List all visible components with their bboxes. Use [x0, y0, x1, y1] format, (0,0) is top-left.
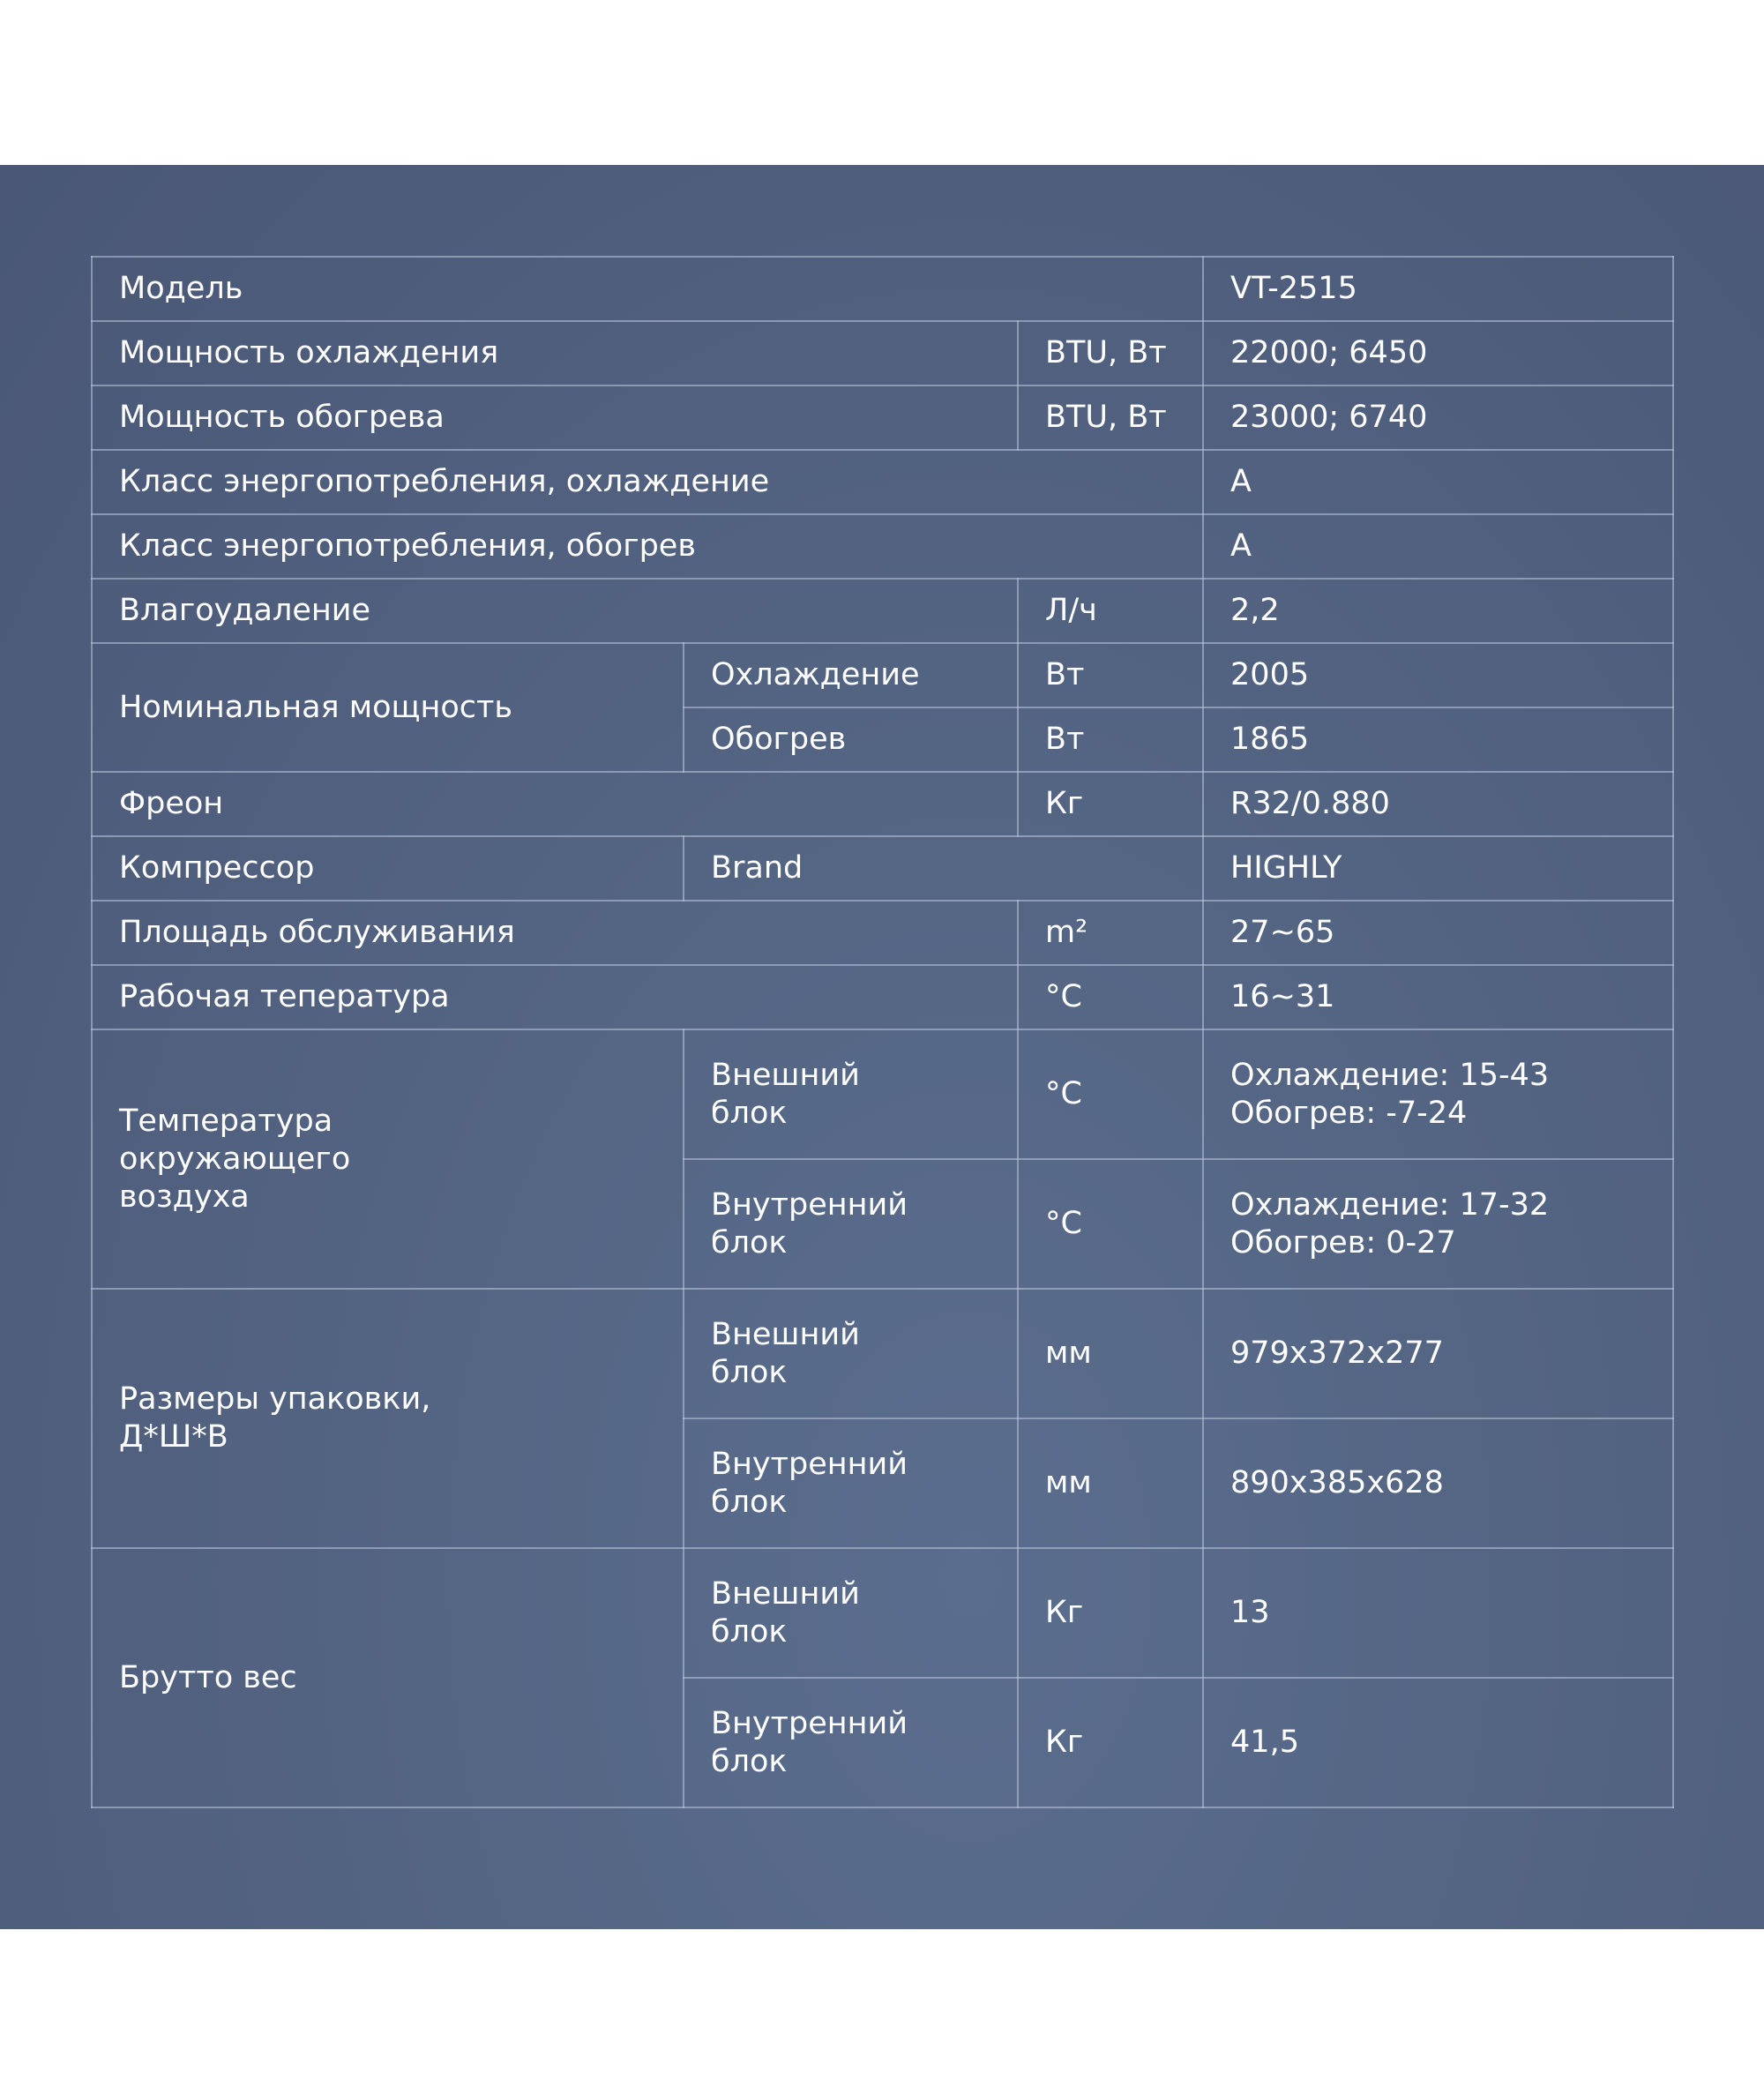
row-label: Брутто вес: [92, 1548, 684, 1807]
row-unit: °C: [1018, 1029, 1203, 1159]
row-sublabel: Обогрев: [684, 707, 1018, 772]
row-label: Номинальная мощность: [92, 643, 684, 772]
row-sublabel: Внутренний блок: [684, 1678, 1018, 1807]
row-unit: Вт: [1018, 707, 1203, 772]
row-value: 27~65: [1203, 901, 1673, 965]
row-value: 22000; 6450: [1203, 321, 1673, 385]
table-row: [92, 1548, 1673, 1678]
row-label: Площадь обслуживания: [92, 901, 1018, 965]
row-value: 979x372x277: [1203, 1289, 1673, 1418]
row-label: Мощность обогрева: [92, 385, 1018, 450]
row-sublabel: Внутренний блок: [684, 1159, 1018, 1289]
row-value: 23000; 6740: [1203, 385, 1673, 450]
row-value: Охлаждение: 17-32 Обогрев: 0-27: [1203, 1159, 1673, 1289]
table-row: [92, 385, 1673, 450]
row-unit: Л/ч: [1018, 579, 1203, 643]
row-label: Модель: [92, 257, 1203, 321]
table-row: [92, 901, 1673, 965]
row-label: Влагоудаление: [92, 579, 1018, 643]
row-value: 13: [1203, 1548, 1673, 1678]
table-row: [92, 321, 1673, 385]
table-row: [92, 257, 1673, 321]
table-row: [92, 450, 1673, 514]
row-value: VT-2515: [1203, 257, 1673, 321]
row-sublabel: Внешний блок: [684, 1548, 1018, 1678]
row-unit: Кг: [1018, 1548, 1203, 1678]
row-sublabel: Внешний блок: [684, 1289, 1018, 1418]
table-row: [92, 1029, 1673, 1159]
table-row: [92, 1289, 1673, 1418]
table-row: [92, 772, 1673, 836]
row-sublabel: Внутренний блок: [684, 1418, 1018, 1548]
row-unit: °C: [1018, 965, 1203, 1029]
row-value: 2,2: [1203, 579, 1673, 643]
row-unit: мм: [1018, 1289, 1203, 1418]
row-value: Охлаждение: 15-43 Обогрев: -7-24: [1203, 1029, 1673, 1159]
row-unit: Кг: [1018, 772, 1203, 836]
row-unit: BTU, Вт: [1018, 385, 1203, 450]
row-unit: мм: [1018, 1418, 1203, 1548]
row-unit: °C: [1018, 1159, 1203, 1289]
row-value: 2005: [1203, 643, 1673, 707]
row-value: A: [1203, 450, 1673, 514]
table-row: [92, 965, 1673, 1029]
row-label: Фреон: [92, 772, 1018, 836]
row-label: Размеры упаковки, Д*Ш*В: [92, 1289, 684, 1548]
table-row: [92, 579, 1673, 643]
row-value: 1865: [1203, 707, 1673, 772]
row-sublabel: Внешний блок: [684, 1029, 1018, 1159]
row-value: 890x385x628: [1203, 1418, 1673, 1548]
row-value: 41,5: [1203, 1678, 1673, 1807]
row-sublabel: Охлаждение: [684, 643, 1018, 707]
row-label: Компрессор: [92, 836, 684, 901]
row-label: Рабочая теператур‌а: [92, 965, 1018, 1029]
row-label: Температура окружающего воздуха: [92, 1029, 684, 1289]
row-label: Мощность охлаждения: [92, 321, 1018, 385]
table-row: [92, 836, 1673, 901]
table-row: [92, 643, 1673, 707]
row-unit: Вт: [1018, 643, 1203, 707]
row-unit: BTU, Вт: [1018, 321, 1203, 385]
row-unit: m²: [1018, 901, 1203, 965]
row-sublabel: Brand: [684, 836, 1203, 901]
specs-table: [91, 256, 1674, 1808]
row-unit: Кг: [1018, 1678, 1203, 1807]
row-value: 16~31: [1203, 965, 1673, 1029]
row-value: R32/0.880: [1203, 772, 1673, 836]
specs-panel: [0, 165, 1764, 1929]
row-label: Класс энергопотребления, обогрев: [92, 514, 1203, 579]
row-value: A: [1203, 514, 1673, 579]
row-value: HIGHLY: [1203, 836, 1673, 901]
row-label: Класс энергопотребления, охлаждение: [92, 450, 1203, 514]
table-row: [92, 514, 1673, 579]
